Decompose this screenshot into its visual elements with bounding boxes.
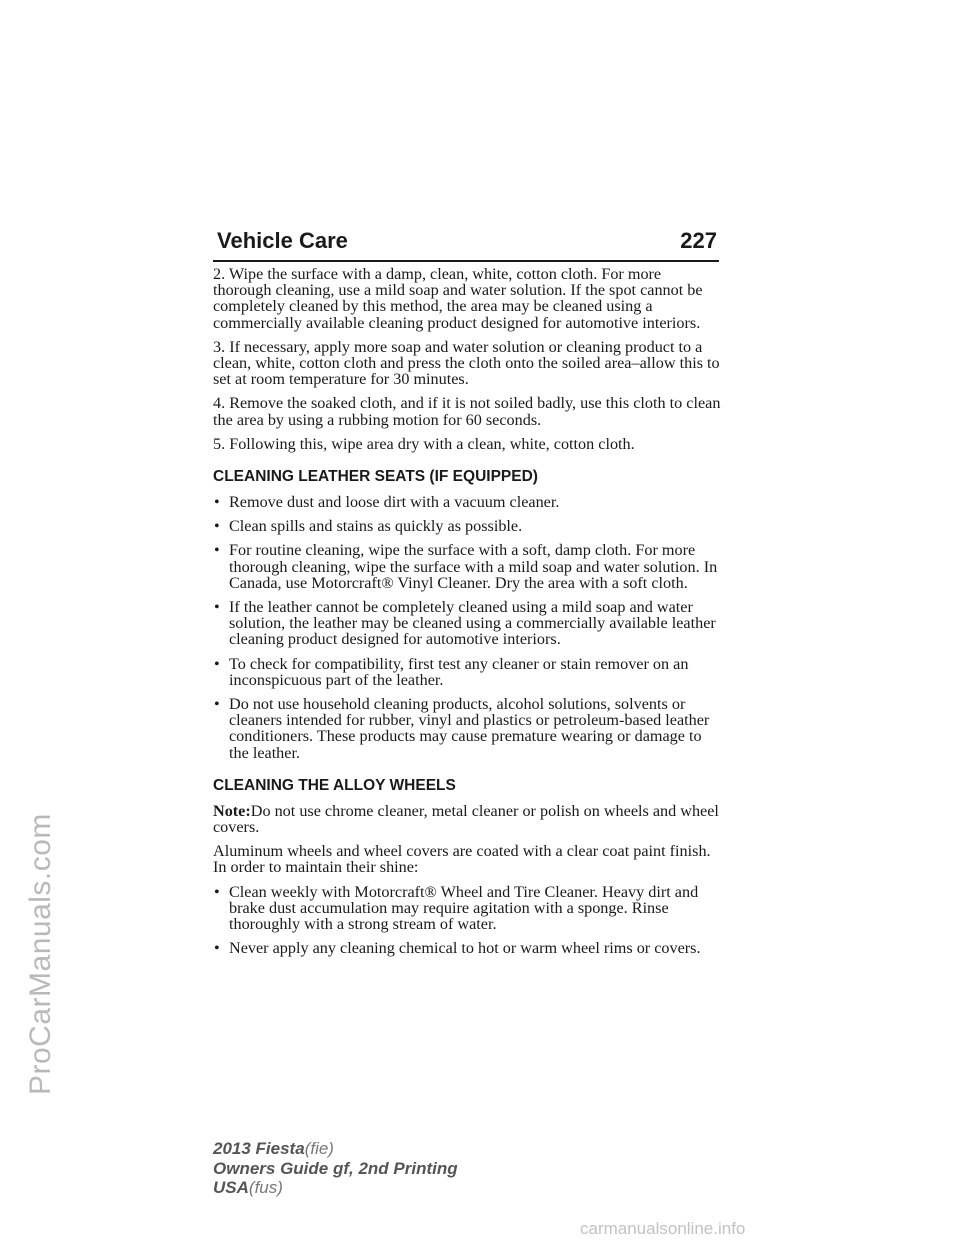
footer-line-2 — [213, 1159, 458, 1179]
bullet-text: To check for compatibility, first test any cleaner or stain remover on an inconspicuous part of the leather. — [229, 654, 689, 689]
leather-bullet-3 — [213, 542, 723, 591]
wheels-intro: Aluminum wheels and wheel covers are coated with a clear coat paint finish. In order to maintain their shine: — [213, 842, 711, 877]
bullet-text: Remove dust and loose dirt with a vacuum cleaner. — [229, 493, 560, 512]
leather-bullet-2 — [213, 518, 723, 534]
guide-edition: Owners Guide gf, 2nd Printing — [213, 1158, 458, 1178]
step-2: 2. Wipe the surface with a damp, clean, white, cotton cloth. For more thorough cleaning, use a mild soap and water solution. If the spot cannot be completely cleaned by this method, the area may be cleaned using a commercially available cleaning product designed for automotive interiors. — [213, 265, 703, 332]
note-text: Do not use chrome cleaner, metal cleaner or polish on wheels and wheel covers. — [213, 801, 719, 837]
bullet-dot: • — [214, 939, 220, 958]
bullet-text: For routine cleaning, wipe the surface with a soft, damp cloth. For more thorough cleaning, wipe the surface with a mild soap and water solution. In Canada, use Motorcraft® Vinyl Cleaner. Dry the area with a soft cloth. — [229, 541, 718, 592]
leather-bullet-1 — [213, 494, 723, 510]
note-label: Note: — [213, 801, 251, 820]
leather-bullet-6 — [213, 696, 723, 761]
footer-line-1 — [213, 1139, 458, 1159]
page-header — [213, 226, 719, 262]
bullet-dot: • — [214, 517, 220, 536]
leather-bullet-5 — [213, 656, 723, 688]
bullet-text: Clean weekly with Motorcraft® Wheel and Tire Cleaner. Heavy dirt and brake dust accumulation may require agitation with a sponge. Rinse thoroughly with a strong stream of water. — [229, 882, 699, 934]
bullet-dot: • — [214, 882, 220, 901]
model-code: (fie) — [304, 1139, 334, 1158]
wheels-bullet-2 — [213, 940, 723, 956]
page-footer — [213, 1139, 458, 1198]
footer-line-3 — [213, 1178, 458, 1198]
leather-bullet-4 — [213, 599, 723, 648]
alloy-wheels-heading: CLEANING THE ALLOY WHEELS — [213, 776, 456, 794]
side-watermark: ProCarManuals.com — [24, 813, 57, 1095]
wheels-note — [213, 803, 723, 835]
bottom-watermark: carmanualsonline.info — [580, 1219, 746, 1238]
step-4: 4. Remove the soaked cloth, and if it is not soiled badly, use this cloth to clean the area by using a rubbing motion for 60 seconds. — [213, 394, 721, 429]
step-5: 5. Following this, wipe area dry with a clean, white, cotton cloth. — [213, 434, 635, 453]
page-content — [213, 266, 723, 965]
leather-seats-heading: CLEANING LEATHER SEATS (IF EQUIPPED) — [213, 468, 538, 486]
model-name: 2013 Fiesta — [213, 1139, 305, 1158]
bullet-dot: • — [214, 695, 220, 714]
bullet-dot: • — [214, 654, 220, 673]
market-name: USA — [213, 1178, 249, 1197]
bullet-text: If the leather cannot be completely cleaned using a mild soap and water solution, the leather may be cleaned using a commercially available leather cleaning product designed for automotive interiors. — [229, 598, 716, 649]
bullet-text: Clean spills and stains as quickly as possible. — [229, 517, 523, 536]
wheels-bullet-1 — [213, 884, 723, 933]
bullet-dot: • — [214, 493, 220, 512]
step-3: 3. If necessary, apply more soap and water solution or cleaning product to a clean, white, cotton cloth and press the cloth onto the soiled area–allow this to set at room temperature for 30 minutes. — [213, 337, 720, 389]
market-code: (fus) — [248, 1178, 283, 1197]
section-title: Vehicle Care — [217, 228, 348, 253]
bullet-dot: • — [214, 598, 220, 617]
page-number: 227 — [680, 228, 717, 253]
bullet-dot: • — [214, 541, 220, 560]
bullet-text: Do not use household cleaning products, alcohol solutions, solvents or cleaners intended for rubber, vinyl and plastics or petroleum-based leather conditioners. These products may cause premature wearing or damage to the leather. — [229, 695, 710, 762]
bullet-text: Never apply any cleaning chemical to hot or warm wheel rims or covers. — [229, 939, 701, 958]
